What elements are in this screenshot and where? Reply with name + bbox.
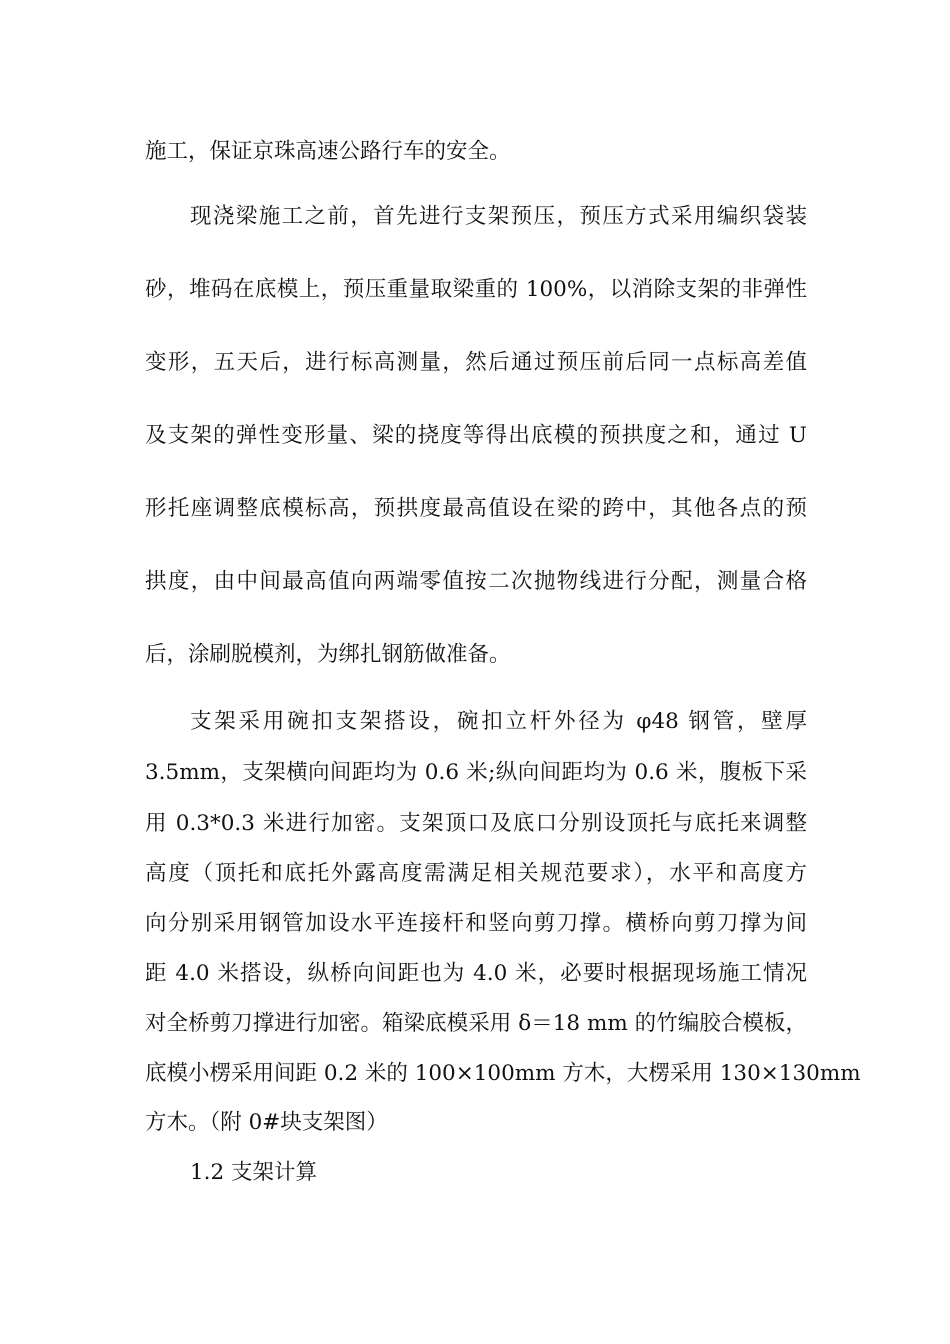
- paragraph-line-7: 拱度，由中间最高值向两端零值按二次抛物线进行分配，测量合格: [145, 569, 807, 594]
- paragraph-line-13: 向分别采用钢管加设水平连接杆和竖向剪刀撑。横桥向剪刀撑为间: [145, 911, 807, 936]
- section-heading: 1.2 支架计算: [190, 1160, 318, 1185]
- paragraph-line-6: 形托座调整底模标高，预拱度最高值设在梁的跨中，其他各点的预: [145, 496, 807, 521]
- paragraph-line-1: 施工，保证京珠高速公路行车的安全。: [145, 139, 511, 164]
- paragraph-line-12: 高度（顶托和底托外露高度需满足相关规范要求），水平和高度方: [145, 861, 807, 886]
- paragraph-line-9: 支架采用碗扣支架搭设，碗扣立杆外径为 φ48 钢管，壁厚: [190, 709, 807, 734]
- paragraph-line-2: 现浇梁施工之前，首先进行支架预压，预压方式采用编织袋装: [190, 204, 807, 229]
- paragraph-line-17: 方木。（附 0#块支架图）: [145, 1110, 388, 1135]
- paragraph-line-5: 及支架的弹性变形量、梁的挠度等得出底模的预拱度之和，通过 U: [145, 423, 807, 448]
- paragraph-line-4: 变形，五天后，进行标高测量，然后通过预压前后同一点标高差值: [145, 350, 807, 375]
- paragraph-line-11: 用 0.3*0.3 米进行加密。支架顶口及底口分别设顶托与底托来调整: [145, 811, 807, 836]
- paragraph-line-10: 3.5mm，支架横向间距均为 0.6 米;纵向间距均为 0.6 米，腹板下采: [145, 760, 807, 785]
- paragraph-line-16: 底模小楞采用间距 0.2 米的 100×100mm 方木，大楞采用 130×130mm: [145, 1061, 861, 1086]
- paragraph-line-3: 砂，堆码在底模上，预压重量取梁重的 100%，以消除支架的非弹性: [145, 277, 807, 302]
- paragraph-line-8: 后，涂刷脱模剂，为绑扎钢筋做准备。: [145, 642, 511, 667]
- paragraph-line-15: 对全桥剪刀撑进行加密。箱梁底模采用 δ＝18 mm 的竹编胶合模板，: [145, 1011, 807, 1036]
- paragraph-line-14: 距 4.0 米搭设，纵桥向间距也为 4.0 米，必要时根据现场施工情况: [145, 961, 807, 986]
